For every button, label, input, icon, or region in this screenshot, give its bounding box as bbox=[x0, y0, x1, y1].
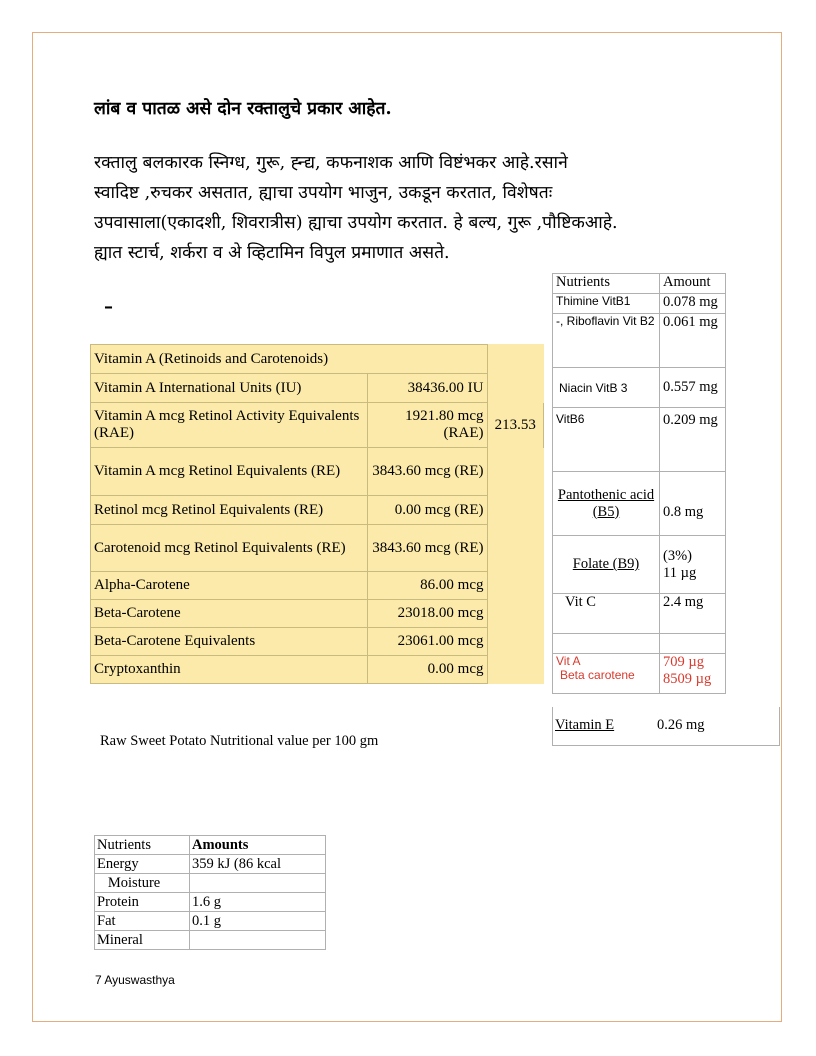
table-row bbox=[95, 874, 326, 893]
table-row bbox=[553, 634, 726, 654]
description-line: स्वादिष्ट ,रुचकर असतात, ह्याचा उपयोग भाजुन, उकडून करतात, विशेषतः bbox=[94, 183, 553, 203]
table-row bbox=[91, 628, 544, 656]
nutrient-value: 0.00 mcg bbox=[368, 656, 488, 684]
vitamin-e-label: Vitamin E bbox=[555, 717, 615, 733]
table-row bbox=[91, 448, 544, 496]
nutrient-amount: 0.557 mg bbox=[660, 368, 726, 408]
table-row bbox=[95, 931, 326, 950]
nutrient-amount: 2.4 mg bbox=[660, 594, 726, 634]
beta-carotene-amount: 8509 µg bbox=[663, 671, 712, 687]
nutrient-value: 1921.80 mcg (RAE) bbox=[368, 403, 488, 448]
description-line: उपवासाला(एकादशी, शिवरात्रीस) ह्याचा उपयोग करतात. हे बल्य, गुरू ,पौष्टिकआहे. bbox=[94, 213, 618, 233]
nutrient-name: -, Riboflavin Vit B2 bbox=[553, 314, 660, 368]
table-row bbox=[95, 893, 326, 912]
nutrient-name: Fat bbox=[95, 912, 190, 931]
folate-percent: (3%) bbox=[663, 547, 692, 564]
nutrient-name: Protein bbox=[95, 893, 190, 912]
nutrients-summary-table bbox=[94, 835, 326, 950]
table-row bbox=[553, 314, 726, 368]
nutrient-name: Vitamin A mcg Retinol Activity Equivalents (RAE) bbox=[91, 403, 368, 448]
nutrient-name: Cryptoxanthin bbox=[91, 656, 368, 684]
table-row bbox=[91, 403, 544, 448]
nutrient-name: VitB6 bbox=[553, 408, 660, 472]
nutrient-amount: 0.061 mg bbox=[660, 314, 726, 368]
table-row bbox=[553, 368, 726, 408]
nutrient-name: Vitamin A mcg Retinol Equivalents (RE) bbox=[91, 448, 368, 496]
description-paragraph bbox=[94, 148, 618, 268]
nutrient-amount: 0.8 mg bbox=[660, 472, 726, 536]
table-row bbox=[91, 496, 544, 525]
nutrient-amount: 359 kJ (86 kcal bbox=[190, 855, 326, 874]
nutrient-name: Alpha-Carotene bbox=[91, 572, 368, 600]
nutrient-value: 3843.60 mcg (RE) bbox=[368, 525, 488, 572]
table-row bbox=[553, 408, 726, 472]
nutrient-amount bbox=[660, 536, 726, 594]
nutrient-amount bbox=[190, 931, 326, 950]
table-row bbox=[91, 572, 544, 600]
table-row bbox=[553, 654, 726, 694]
table-row bbox=[553, 536, 726, 594]
table-row bbox=[91, 656, 544, 684]
nutrients-table bbox=[552, 273, 726, 694]
nutrient-amount: 0.209 mg bbox=[660, 408, 726, 472]
nutrient-amount bbox=[190, 874, 326, 893]
nutrient-value: 0.00 mcg (RE) bbox=[368, 496, 488, 525]
nutrient-amount: 0.1 g bbox=[190, 912, 326, 931]
vitamin-a-table-header: Vitamin A (Retinoids and Carotenoids) bbox=[91, 345, 488, 374]
nutrient-name: Carotenoid mcg Retinol Equivalents (RE) bbox=[91, 525, 368, 572]
nutrient-name: Beta-Carotene bbox=[91, 600, 368, 628]
description-line: रक्तालु बलकारक स्निग्ध, गुरू, ह्न्द्य, कफनाशक आणि विष्टंभकर आहे.रसाने bbox=[94, 153, 568, 173]
nutrient-amount bbox=[660, 654, 726, 694]
table-row bbox=[91, 374, 544, 403]
dash-mark: – bbox=[104, 296, 113, 317]
nutrient-amount: 0.078 mg bbox=[660, 294, 726, 314]
table-caption: Raw Sweet Potato Nutritional value per 100 gm bbox=[100, 733, 379, 749]
column-header: Nutrients bbox=[553, 274, 660, 294]
table-row bbox=[553, 472, 726, 536]
folate-amount: 11 µg bbox=[663, 564, 697, 581]
nutrient-value: 23061.00 mcg bbox=[368, 628, 488, 656]
nutrient-amount: 1.6 g bbox=[190, 893, 326, 912]
page-footer: 7 Ayuswasthya bbox=[95, 973, 175, 987]
nutrient-value: 3843.60 mcg (RE) bbox=[368, 448, 488, 496]
table-row bbox=[553, 594, 726, 634]
table-row bbox=[91, 600, 544, 628]
nutrient-name: Energy bbox=[95, 855, 190, 874]
table-row bbox=[95, 912, 326, 931]
nutrient-value: 23018.00 mcg bbox=[368, 600, 488, 628]
nutrient-name: Vit C bbox=[553, 594, 660, 634]
side-value: 213.53 bbox=[487, 403, 544, 448]
nutrient-name: Niacin VitB 3 bbox=[553, 368, 660, 408]
nutrient-name: Mineral bbox=[95, 931, 190, 950]
nutrient-value: 38436.00 IU bbox=[368, 374, 488, 403]
nutrient-name: Thimine VitB1 bbox=[553, 294, 660, 314]
vitamin-e-row bbox=[552, 707, 780, 746]
vitamin-e-amount: 0.26 mg bbox=[657, 717, 705, 733]
intro-paragraph: लांब व पातळ असे दोन रक्तालुचे प्रकार आहेत. bbox=[94, 99, 392, 119]
vit-a-amount: 709 µg bbox=[663, 654, 704, 670]
description-line: ह्यात स्टार्च, शर्करा व अे व्हिटामिन विपुल प्रमाणात असते. bbox=[94, 243, 450, 263]
table-row bbox=[95, 855, 326, 874]
nutrient-name: Folate (B9) bbox=[553, 536, 660, 594]
nutrient-value: 86.00 mcg bbox=[368, 572, 488, 600]
table-row bbox=[553, 294, 726, 314]
nutrient-name: Beta-Carotene Equivalents bbox=[91, 628, 368, 656]
beta-carotene-label: Beta carotene bbox=[560, 668, 635, 682]
column-header: Amount bbox=[660, 274, 726, 294]
table-row bbox=[91, 525, 544, 572]
nutrient-name: Moisture bbox=[95, 874, 190, 893]
nutrient-name: Retinol mcg Retinol Equivalents (RE) bbox=[91, 496, 368, 525]
nutrient-name bbox=[553, 654, 660, 694]
vitamin-a-table bbox=[90, 344, 544, 684]
nutrient-name: Pantothenic acid (B5) bbox=[553, 472, 660, 536]
vit-a-label: Vit A bbox=[556, 654, 581, 668]
column-header: Nutrients bbox=[95, 836, 190, 855]
column-header: Amounts bbox=[190, 836, 326, 855]
nutrient-name: Vitamin A International Units (IU) bbox=[91, 374, 368, 403]
